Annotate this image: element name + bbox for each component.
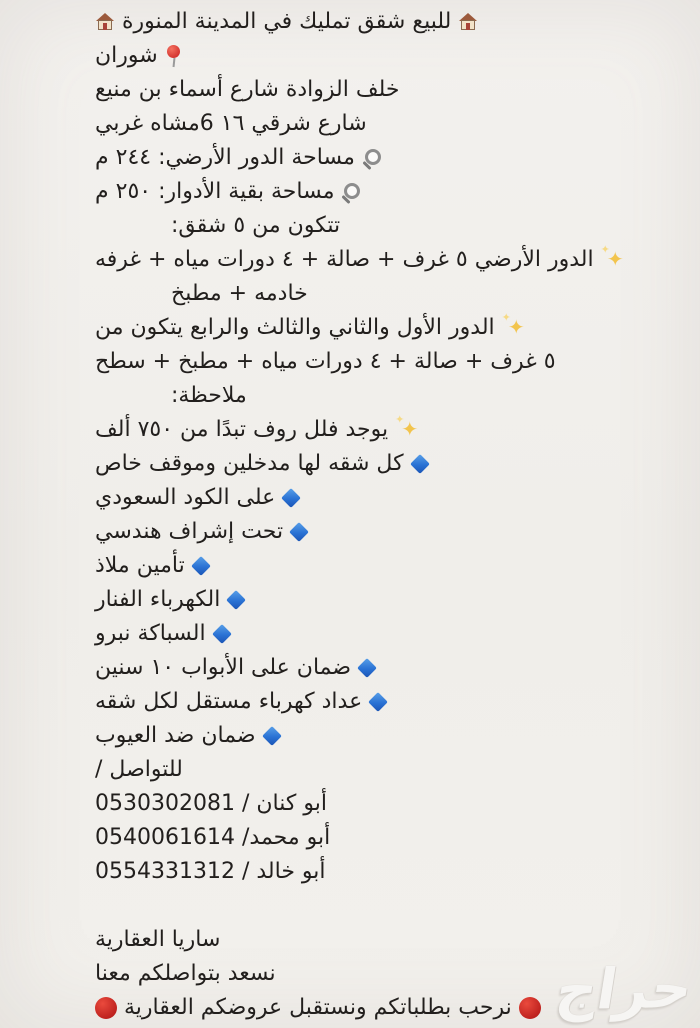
listing-line [95, 73, 665, 107]
listing-line-text: نسعد بتواصلكم معنا [95, 961, 276, 986]
listing-line-text: ضمان على الأبواب ١٠ سنين [95, 655, 352, 680]
listing-line [95, 141, 665, 175]
magnifier-icon [362, 149, 381, 168]
listing-line [95, 277, 665, 311]
listing-line-text: ملاحظة: [171, 383, 247, 408]
listing-line [95, 311, 665, 345]
diamond-icon [358, 659, 376, 677]
listing-line-text: يوجد فلل روف تبدًا من ٧٥٠ ألف [95, 417, 389, 442]
listing-line-text: للتواصل / [95, 757, 183, 782]
listing-line [95, 5, 665, 39]
magnifier-icon [341, 183, 360, 202]
listing-line [95, 243, 665, 277]
listing-line-text: ساريا العقارية [95, 927, 221, 952]
listing-line-text: للبيع شقق تمليك في المدينة المنورة [122, 9, 452, 34]
listing-line-text: الدور الأول والثاني والثالث والرابع يتكون من [95, 315, 495, 340]
sparkles-icon [502, 315, 525, 341]
listing-line-text: ٥ غرف + صالة + ٤ دورات مياه + مطبخ + سطح [95, 349, 556, 374]
listing-text [95, 5, 665, 1025]
listing-line [95, 855, 665, 889]
sparkles-icon [395, 417, 418, 443]
listing-line-text: تأمين ملاذ [95, 553, 185, 578]
diamond-icon [369, 693, 387, 711]
listing-line [95, 617, 665, 651]
listing-line [95, 447, 665, 481]
listing-line-text: نرحب بطلباتكم ونستقبل عروضكم العقارية [124, 995, 512, 1020]
listing-line [95, 719, 665, 753]
listing-line [95, 549, 665, 583]
listing-line-text: مساحة الدور الأرضي: ٢٤٤ م [95, 145, 355, 170]
diamond-icon [282, 489, 300, 507]
listing-line-text: تتكون من ٥ شقق: [171, 213, 341, 238]
listing-line [95, 481, 665, 515]
red-circle-icon [95, 997, 117, 1019]
listing-line-text: أبو محمد/ 0540061614 [95, 825, 331, 850]
diamond-icon [213, 625, 231, 643]
listing-line [95, 787, 665, 821]
diamond-icon [411, 455, 429, 473]
listing-line-text: السباكة نبرو [95, 621, 206, 646]
listing-line [95, 923, 665, 957]
diamond-icon [192, 557, 210, 575]
diamond-icon [263, 727, 281, 745]
listing-line-text: كل شقه لها مدخلين وموقف خاص [95, 451, 404, 476]
listing-line-text: عداد كهرباء مستقل لكل شقه [95, 689, 363, 714]
listing-line [95, 345, 665, 379]
listing-line [95, 889, 665, 923]
listing-line-text: تحت إشراف هندسي [95, 519, 284, 544]
listing-line-text: شارع شرقي ١٦ 6مشاه غربي [95, 111, 367, 136]
listing-line-text: مساحة بقية الأدوار: ٢٥٠ م [95, 179, 335, 204]
house-icon [95, 13, 115, 31]
listing-line-text: خلف الزوادة شارع أسماء بن منيع [95, 77, 400, 102]
diamond-icon [227, 591, 245, 609]
listing-line [95, 175, 665, 209]
listing-line [95, 515, 665, 549]
red-circle-icon [519, 997, 541, 1019]
listing-line [95, 209, 665, 243]
sparkles-icon [601, 247, 624, 273]
listing-line-text: أبو خالد / 0554331312 [95, 859, 326, 884]
pin-icon [165, 45, 181, 67]
listing-line [95, 413, 665, 447]
listing-line-text: ضمان ضد العيوب [95, 723, 256, 748]
listing-line [95, 583, 665, 617]
listing-line [95, 651, 665, 685]
house-icon [458, 13, 478, 31]
listing-line [95, 821, 665, 855]
listing-line-text: شوران [95, 43, 158, 68]
listing-line-text: خادمه + مطبخ [171, 281, 308, 306]
haraj-watermark: حراج [551, 955, 698, 1024]
listing-line-text: الدور الأرضي ٥ غرف + صالة + ٤ دورات مياه + غرفه [95, 247, 594, 272]
listing-line [95, 39, 665, 73]
diamond-icon [290, 523, 308, 541]
listing-line-text: أبو كنان / 0530302081 [95, 791, 327, 816]
listing-line [95, 753, 665, 787]
listing-line-text: على الكود السعودي [95, 485, 276, 510]
listing-line [95, 107, 665, 141]
listing-line [95, 685, 665, 719]
listing-line-text: الكهرباء الفنار [95, 587, 221, 612]
listing-line [95, 379, 665, 413]
